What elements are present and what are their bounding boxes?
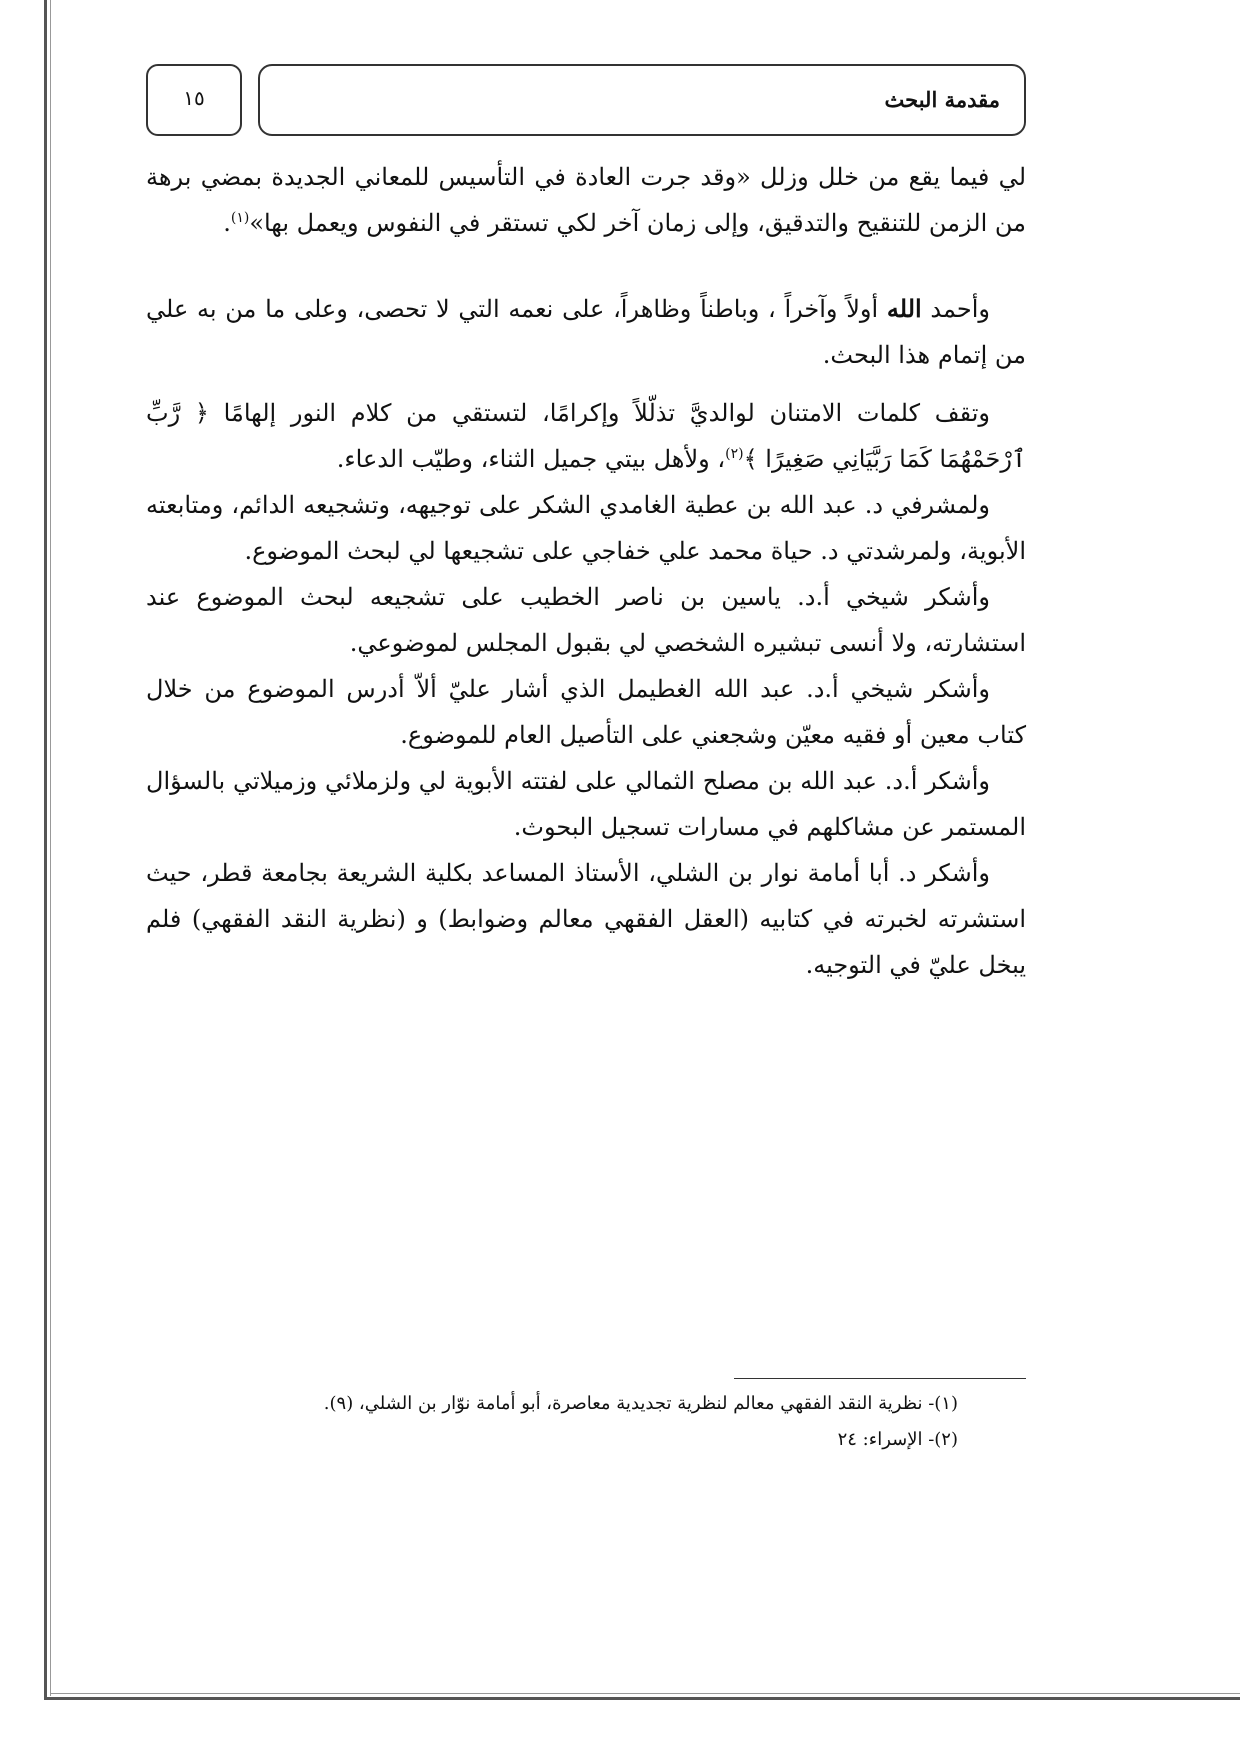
- running-header-title: مقدمة البحث: [884, 87, 1000, 112]
- paragraph-6: وأشكر شيخي أ.د. عبد الله الغطيمل الذي أشار عليّ ألاّ أدرس الموضوع من خلال كتاب معين أو فقيه معيّن وشجعني على التأصيل العام للموضوع.: [146, 675, 1026, 749]
- footnotes: [146, 1386, 1026, 1458]
- paragraph-5: وأشكر شيخي أ.د. ياسين بن ناصر الخطيب على تشجيعه لبحث الموضوع عند استشارته، ولا أنسى تبشيره الشخصي لي بقبول المجلس لموضوعي.: [146, 583, 1026, 657]
- divine-name: الله: [886, 294, 922, 323]
- paragraph-4: ولمشرفي د. عبد الله بن عطية الغامدي الشكر على توجيهه، وتشجيعه الدائم، ومتابعته الأبوية، ولمرشدتي د. حياة محمد علي خفاجي على تشجيعها لي لبحث الموضوع.: [146, 491, 1026, 565]
- running-header-box: [258, 64, 1026, 136]
- page-number: ١٥: [183, 86, 205, 110]
- page-frame-bottom: [44, 1697, 1240, 1700]
- paragraph-2: وأحمد الله أولاً وآخراً ، وباطناً وظاهراً، على نعمه التي لا تحصى، وعلى ما من به علي من إتمام هذا البحث.: [146, 294, 1026, 369]
- footnote-separator: [734, 1378, 1026, 1379]
- paragraph-3: وتقف كلمات الامتنان لوالديَّ تذلّلاً وإكرامًا، لتستقي من كلام النور إلهامًا ﴿ رَّبِّ ٱرْحَمْهُمَا كَمَا رَبَّيَانِي صَغِيرًا ﴾$^{(٢)}$، ولأهل بيتي جميل الثناء، وطيّب الدعاء.: [146, 399, 1026, 473]
- page-frame-bottom-inner: [50, 1693, 1240, 1694]
- page-number-box: [146, 64, 242, 136]
- paragraph-1: لي فيما يقع من خلل وزلل «وقد جرت العادة في التأسيس للمعاني الجديدة بمضي برهة من الزمن للتنقيح والتدقيق، وإلى زمان آخر لكي تستقر في النفوس ويعمل بها»$^{(١)}$.: [146, 163, 1026, 237]
- page-frame-left-inner: [50, 0, 51, 1696]
- footnote-2: (٢)- الإسراء: ٢٤: [837, 1429, 958, 1450]
- footnote-ref-2: (٢): [725, 446, 744, 462]
- main-text: [146, 154, 1026, 988]
- page-frame-left: [44, 0, 47, 1700]
- footnote-1: (١)- نظرية النقد الفقهي معالم لنظرية تجديدية معاصرة، أبو أمامة نوّار بن الشلي، (٩).: [323, 1393, 958, 1414]
- paragraph-7: وأشكر أ.د. عبد الله بن مصلح الثمالي على لفتته الأبوية لي ولزملائي وزميلاتي بالسؤال المستمر عن مشاكلهم في مسارات تسجيل البحوث.: [146, 767, 1026, 841]
- footnote-ref-1: (١): [230, 210, 250, 226]
- paragraph-8: وأشكر د. أبا أمامة نوار بن الشلي، الأستاذ المساعد بكلية الشريعة بجامعة قطر، حيث استشرته لخبرته في كتابيه (العقل الفقهي معالم وضوابط) و (نظرية النقد الفقهي) فلم يبخل عليّ في التوجيه.: [146, 859, 1026, 979]
